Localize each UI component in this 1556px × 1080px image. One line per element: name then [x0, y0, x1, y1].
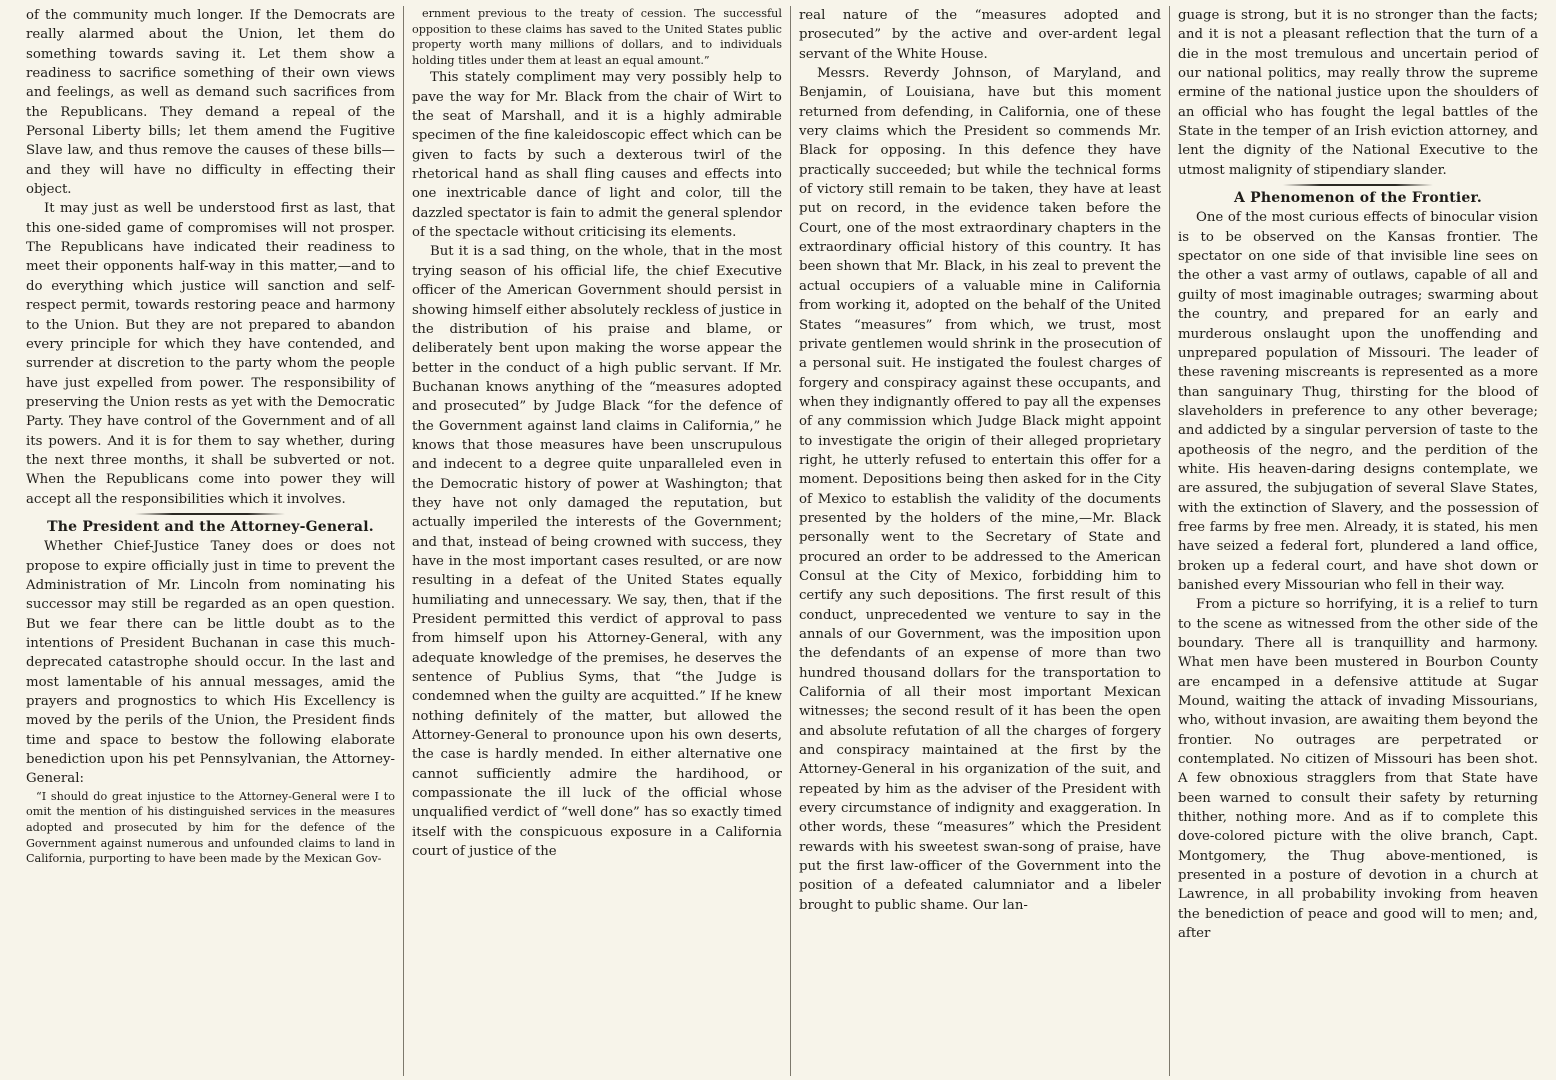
- paragraph: One of the most curious effects of binocular vision is to be observed on the Kansas frontier. The spectator on one side of that invisible line sees on the other a vast army of outlaws, capable of all and guilty of most imaginable outrages; swarming about the country, and prepared for an early and murderous onslaught upon the unoffending and unprepared population of Missouri. The leader of these ravening miscreants is represented as a more than sanguinary Thug, thirsting for the blood of slaveholders in preference to any other beverage; and addicted by a singular perversion of taste to the apotheosis of the negro, and the perdition of the white. His heaven-daring designs contemplate, we are assured, the subjugation of several Slave States, with the extinction of Slavery, and the possession of free farms by free men. Already, it is stated, his men have seized a federal fort, plundered a land office, broken up a federal court, and have shot down or banished every Missourian who fell in their way.: [1177, 210, 1539, 593]
- paragraph: From a picture so horrifying, it is a relief to turn to the scene as witnessed from the other side of the boundary. There all is tranquillity and harmony. What men have been mustered in Bourbon County are encamped in a defensive attitude at Sugar Mound, waiting the attack of invading Missourians, who, without invasion, are awaiting them beyond the frontier. No outrages are perpetrated or contemplated. No citizen of Missouri has been shot. A few obnoxious stragglers from that State have been warned to consult their safety by returning thither, nothing more. And as if to complete this dove-colored picture with the olive branch, Capt. Montgomery, the Thug above-mentioned, is presented in a posture of devotion in a church at Lawrence, in all probability invoking from heaven the benediction of peace and good will to men; and, after: [1177, 597, 1539, 942]
- column-4: [1169, 6, 1546, 1076]
- headline-phenomenon-frontier: A Phenomenon of the Frontier.: [1234, 190, 1482, 207]
- paragraph: Messrs. Reverdy Johnson, of Maryland, and Benjamin, of Louisiana, have but this moment returned from defending, in California, one of these very claims which the President so commends Mr. Black for opposing. In this defence they have practically succeeded; but while the technical forms of victory still remain to be taken, they have at least put on record, in the evidence taken before the Court, one of the most extraordinary chapters in the extraordinary official history of this country. It has been shown that Mr. Black, in his zeal to prevent the actual occupiers of a valuable mine in California from working it, adopted on the behalf of the United States “measures” from which, we trust, most private gentlemen would shrink in the prosecution of a personal suit. He instigated the foulest charges of forgery and conspiracy against these occupants, and when they indignantly offered to pay all the expenses of any commission which Judge Black might appoint to investigate the origin of their alleged proprietary right, he utterly refused to entertain this offer for a moment. Depositions being then asked for in the City of Mexico to establish the validity of the documents presented by the holders of the mine,—Mr. Black personally went to the Secretary of State and procured an order to be addressed to the American Consul at the City of Mexico, forbidding him to certify any such depositions. The first result of this conduct, unprecedented we venture to say in the annals of our Government, was the imposition upon the defendants of an expense of more than two hundred thousand dollars for the transportation to California of all their most important Mexican witnesses; the second result of it has been the open and absolute refutation of all the charges of forgery and conspiracy maintained at the first by the Attorney-General in his organization of the suit, and repeated by him as the adviser of the President with every circumstance of indignity and exaggeration. In other words, these “measures” which the President rewards with his sweetest swan-song of praise, have put the first law-officer of the Government into the position of a defeated calumniator and a libeler brought to public shame. Our lan-: [798, 66, 1161, 913]
- quoted-message: “I should do great injustice to the Attorney-General were I to omit the mention of his distinguished services in the measures adopted and prosecuted by him for the defence of the Government against numerous and unfounded claims to land in California, purporting to have been made by the Mexican Gov-: [26, 789, 395, 866]
- section-rule: [135, 513, 285, 515]
- quoted-message-continued: ernment previous to the treaty of cession. The successful opposition to these claims has saved to the United States public property worth many millions of dollars, and to individuals holding titles under them at least an equal amount.”: [411, 7, 782, 67]
- paragraph: It may just as well be understood first as last, that this one-sided game of compromises will not prosper. The Republicans have indicated their readiness to meet their opponents half-way in this matter,—and to do everything which justice will sanction and self-respect permit, towards restoring peace and harmony to the Union. But they are not prepared to abandon every principle for which they have contended, and surrender at discretion to the party whom the people have just expelled from power. The responsibility of preserving the Union rests as yet with the Democratic Party. They have control of the Government and of all its powers. And it is for them to say whether, during the next three months, it shall be subverted or not. When the Republicans come into power they will accept all the responsibilities which it involves.: [26, 201, 395, 507]
- paragraph: Whether Chief-Justice Taney does or does not propose to expire officially just in time to prevent the Administration of Mr. Lincoln from nominating his successor may still be regarded as an open question. But we fear there can be little doubt as to the intentions of President Buchanan in case this much-deprecated catastrophe should occur. In the last and most lamentable of his annual messages, amid the prayers and prognostics to which His Excellency is moved by the perils of the Union, the President finds time and space to bestow the following elaborate benediction upon his pet Pennsylvanian, the Attorney-General:: [26, 539, 395, 787]
- paragraph: But it is a sad thing, on the whole, that in the most trying season of his official life, the chief Executive officer of the American Government should persist in showing himself either absolutely reckless of justice in the distribution of his praise and blame, or deliberately bent upon making the worse appear the better in the conduct of a high public servant. If Mr. Buchanan knows anything of the “measures adopted and prosecuted” by Judge Black “for the defence of the Government against land claims in California,” he knows that those measures have been unscrupulous and indecent to a degree quite unparalleled even in the Democratic history of power at Washington; that they have not only damaged the reputation, but actually imperiled the interests of the Government; and that, instead of being crowned with success, they have in the most important cases resulted, or are now resulting in a defeat of the United States equally humiliating and unnecessary. We say, then, that if the President permitted this verdict of approval to pass from himself upon his Attorney-General, with any adequate knowledge of the premises, he deserves the sentence of Publius Syms, that “the Judge is condemned when the guilty are acquitted.” If he knew nothing definitely of the matter, but allowed the Attorney-General to pronounce upon his own deserts, the case is hardly mended. In either alternative one cannot sufficiently admire the hardihood, or compassionate the ill luck of the official whose unqualified verdict of “well done” has so exactly timed itself with the conspicuous exposure in a California court of justice of the: [411, 244, 782, 860]
- column-2: [403, 6, 790, 1076]
- headline-president-attorney-general: The President and the Attorney-General.: [47, 518, 374, 535]
- column-1: [18, 6, 403, 1076]
- column-3: [790, 6, 1169, 1076]
- section-rule: [1283, 184, 1433, 186]
- paragraph: guage is strong, but it is no stronger than the facts; and it is not a pleasant reflection that the turn of a die in the most tremulous and uncertain period of our national politics, may really throw the supreme ermine of the national justice upon the shoulders of an official who has fought the legal battles of the State in the temper of an Irish eviction attorney, and lent the dignity of the National Executive to the utmost malignity of stipendiary slander.: [1177, 8, 1539, 178]
- paragraph: This stately compliment may very possibly help to pave the way for Mr. Black from the chair of Wirt to the seat of Marshall, and it is a highly admirable specimen of the fine kaleidoscopic effect which can be given to facts by such a dexterous twirl of the rhetorical hand as shall fling causes and effects into one inextricable dance of light and color, till the dazzled spectator is fain to admit the general splendor of the spectacle without criticising its elements.: [411, 70, 782, 241]
- paragraph: real nature of the “measures adopted and prosecuted” by the active and over-ardent legal servant of the White House.: [798, 8, 1161, 62]
- paragraph: of the community much longer. If the Democrats are really alarmed about the Union, let them do something towards saving it. Let them show a readiness to sacrifice something of their own views and feelings, as well as demand such sacrifices from the Republicans. They demand a repeal of the Personal Liberty bills; let them amend the Fugitive Slave law, and thus remove the causes of these bills—and they will have no difficulty in effecting their object.: [26, 8, 395, 198]
